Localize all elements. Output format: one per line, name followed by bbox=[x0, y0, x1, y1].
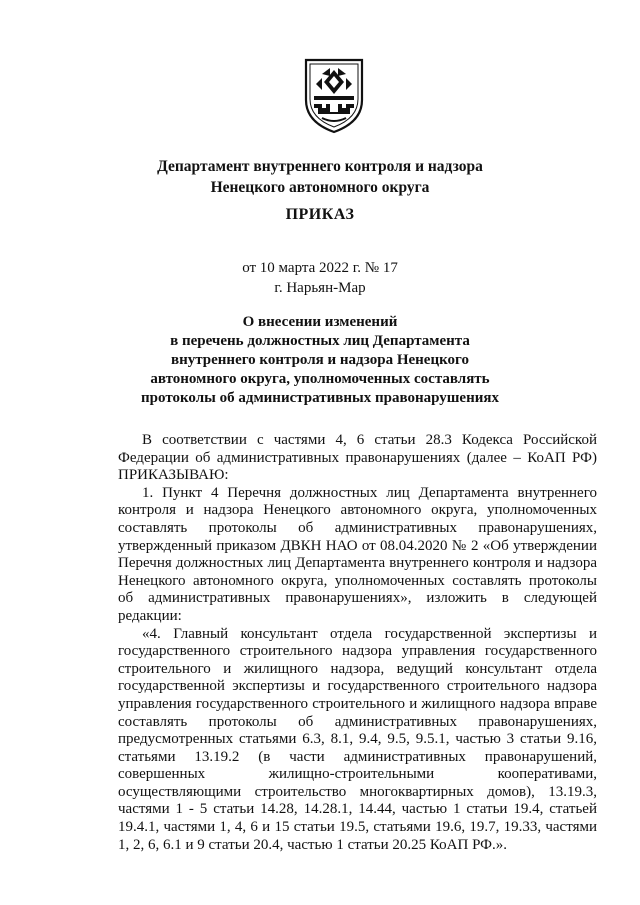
organization-name bbox=[0, 156, 640, 198]
document-body bbox=[118, 432, 597, 854]
document-type: ПРИКАЗ bbox=[285, 206, 355, 223]
organization-line-2: Ненецкого автономного округа bbox=[210, 179, 430, 196]
coat-of-arms-emblem bbox=[300, 56, 368, 134]
body-paragraph-new-wording: «4. Главный консультант отдела государственной экспертизы и государственного строительного надзора управления государственного строительного и жилищного надзора, ведущий консультант отдела государственной экспертизы и государственного строительного надзора управления государственного строительного и жилищного надзора вправе составлять протоколы об административных правонарушениях, предусмотренных статьями 6.3, 8.1, 9.4, 9.5, 9.5.1, частью 3 статьи 9.16, статьями 13.19.2 (в части административных правонарушений, совершенных жилищно-строительными кооперативами, осуществляющими строительство многоквартирных домов), 13.19.3, частями 1 - 5 статьи 14.28, 14.28.1, 14.44, частью 1 статьи 19.4, статьей 19.4.1, частями 1, 4, 6 и 15 статьи 19.5, статьями 19.6, 19.7, 19.33, частями 1, 2, 6, 6.1 и 9 статьи 20.4, частью 1 статьи 20.25 КоАП РФ.». bbox=[118, 625, 597, 853]
document-subject bbox=[0, 313, 640, 408]
subject-line-4: автономного округа, уполномоченных составлять bbox=[150, 371, 490, 387]
document-meta bbox=[0, 258, 640, 298]
subject-line-3: внутреннего контроля и надзора Ненецкого bbox=[171, 352, 469, 368]
subject-line-1: О внесении изменений bbox=[242, 314, 398, 330]
subject-line-2: в перечень должностных лиц Департамента bbox=[170, 333, 470, 349]
place: г. Нарьян-Мар bbox=[274, 280, 366, 296]
body-paragraph-item-1: 1. Пункт 4 Перечня должностных лиц Департамента внутреннего контроля и надзора Ненецкого автономного округа, уполномоченных составлять протоколы об административных правонарушениях, утвержденный приказом ДВКН НАО от 08.04.2020 № 2 «Об утверждении Перечня должностных лиц Департамента внутреннего контроля и надзора Ненецкого автономного округа, уполномоченных составлять протоколы об административных правонарушениях», изложить в следующей редакции: bbox=[118, 484, 597, 624]
body-paragraph-preamble: В соответствии с частями 4, 6 статьи 28.3 Кодекса Российской Федерации об административных правонарушениях (далее – КоАП РФ) ПРИКАЗЫВАЮ: bbox=[118, 432, 597, 484]
organization-line-1: Департамент внутреннего контроля и надзора bbox=[157, 158, 483, 175]
subject-line-5: протоколы об административных правонарушениях bbox=[141, 390, 499, 406]
date-number: от 10 марта 2022 г. № 17 bbox=[242, 260, 398, 276]
